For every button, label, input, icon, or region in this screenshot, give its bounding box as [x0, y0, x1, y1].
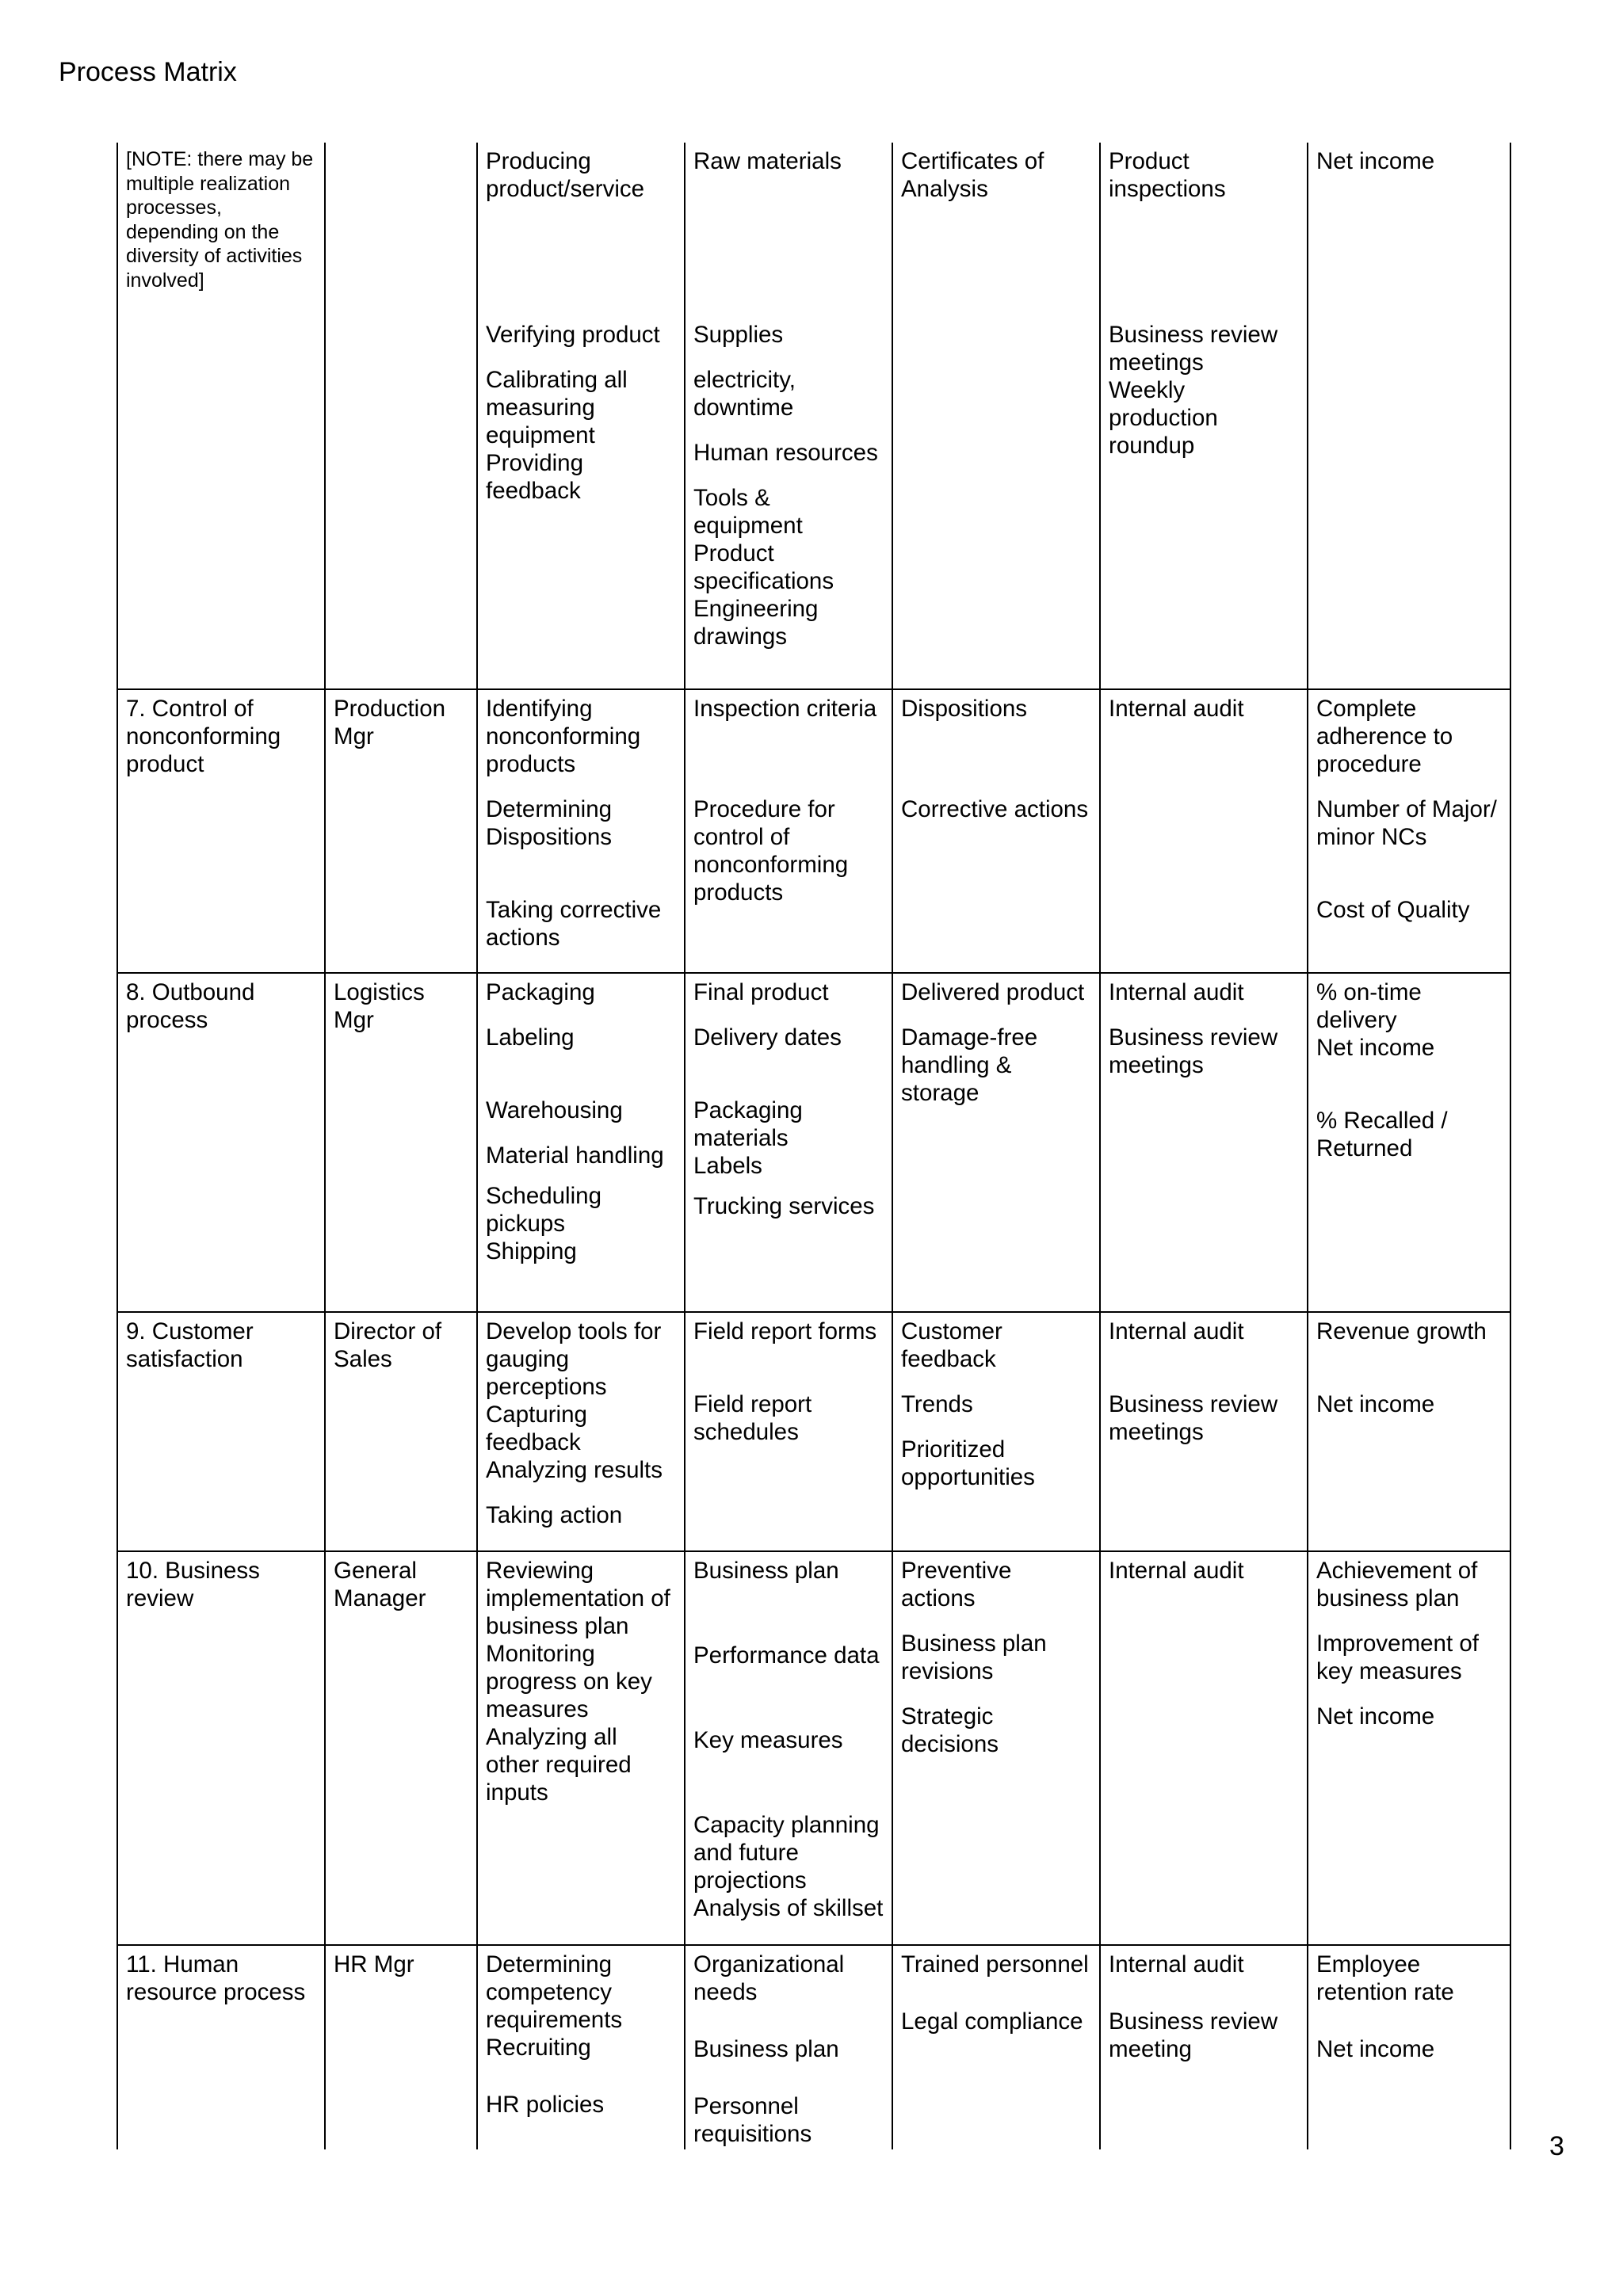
process-name-cell [117, 1945, 325, 2149]
table-row [117, 1312, 1510, 1551]
cell-entry: 7. Control of nonconforming product [126, 696, 281, 777]
outputs-cell [892, 689, 1100, 973]
cell-entry: Analyzing all other required inputs [486, 1724, 632, 1806]
inputs-cell [685, 1312, 892, 1551]
cell-entry: Net income [1316, 1391, 1435, 1417]
outputs-cell [892, 973, 1100, 1312]
cell-entry: Providing feedback [486, 450, 583, 504]
cell-entry: Capacity planning and future projections [693, 1812, 880, 1894]
measures-cell [1308, 689, 1510, 973]
cell-entry: Warehousing [486, 1097, 623, 1123]
activities-cell [477, 973, 685, 1312]
inputs-cell [685, 689, 892, 973]
cell-entry: Revenue growth [1316, 1318, 1487, 1344]
cell-entry: Employee retention rate [1316, 1951, 1454, 2005]
cell-entry: Strategic decisions [901, 1703, 999, 1757]
owner-cell [325, 1312, 477, 1551]
cell-entry: Develop tools for gauging perceptions [486, 1318, 662, 1400]
cell-entry: Material handling [486, 1142, 664, 1169]
cell-entry: Net income [1316, 148, 1435, 174]
cell-entry: % Recalled / Returned [1316, 1108, 1448, 1161]
process-name-cell [117, 143, 325, 689]
monitoring-cell [1100, 1945, 1308, 2149]
cell-entry: Analyzing results [486, 1457, 663, 1483]
measures-cell [1308, 143, 1510, 689]
cell-entry: Certificates of Analysis [901, 148, 1044, 202]
cell-entry: Procedure for control of nonconforming products [693, 796, 849, 906]
cell-entry: Business plan revisions [901, 1630, 1047, 1684]
cell-entry: Labels [693, 1153, 762, 1179]
cell-entry: Internal audit [1109, 1951, 1244, 1978]
cell-entry: Verifying product [486, 322, 660, 348]
cell-entry: Trucking services [693, 1193, 875, 1219]
cell-entry: Analysis of skillset [693, 1895, 884, 1921]
outputs-cell [892, 143, 1100, 689]
monitoring-cell [1100, 1551, 1308, 1945]
cell-entry: Achievement of business plan [1316, 1558, 1478, 1611]
cell-entry: Business review meetings [1109, 1391, 1278, 1445]
cell-entry: % on-time delivery [1316, 979, 1422, 1033]
owner-cell [325, 143, 477, 689]
owner-cell [325, 689, 477, 973]
cell-entry: Inspection criteria [693, 696, 877, 722]
owner-cell [325, 1945, 477, 2149]
table-row [117, 1945, 1510, 2149]
cell-entry: Net income [1316, 2036, 1435, 2062]
cell-entry: Business plan [693, 1558, 839, 1584]
cell-entry: Weekly production roundup [1109, 377, 1218, 459]
cell-entry: Key measures [693, 1727, 843, 1753]
outputs-cell [892, 1551, 1100, 1945]
cell-entry: Labeling [486, 1024, 575, 1051]
cell-entry: Scheduling pickups [486, 1183, 601, 1237]
cell-entry: Personnel requisitions [693, 2093, 812, 2147]
cell-entry: Taking corrective actions [486, 897, 662, 951]
cell-entry: Corrective actions [901, 796, 1089, 822]
cell-entry: Net income [1316, 1703, 1435, 1730]
cell-entry: Damage-free handling & storage [901, 1024, 1038, 1106]
process-name-cell [117, 1312, 325, 1551]
process-name-cell [117, 1551, 325, 1945]
cell-entry: Improvement of key measures [1316, 1630, 1479, 1684]
measures-cell [1308, 973, 1510, 1312]
cell-entry: Shipping [486, 1238, 577, 1264]
owner-cell [325, 1551, 477, 1945]
monitoring-cell [1100, 1312, 1308, 1551]
measures-cell [1308, 1312, 1510, 1551]
cell-entry: HR Mgr [334, 1951, 414, 1978]
activities-cell [477, 143, 685, 689]
cell-entry: Number of Major/ minor NCs [1316, 796, 1497, 850]
process-name-cell [117, 973, 325, 1312]
cell-entry: Packaging [486, 979, 595, 1005]
cell-entry: Internal audit [1109, 1558, 1244, 1584]
cell-entry: 8. Outbound process [126, 979, 255, 1033]
table-row [117, 689, 1510, 973]
inputs-cell [685, 1945, 892, 2149]
table-row [117, 973, 1510, 1312]
cell-entry: Business review meetings [1109, 1024, 1278, 1078]
cell-entry: Human resources [693, 440, 878, 466]
cell-entry: Delivery dates [693, 1024, 842, 1051]
note-text: [NOTE: there may be multiple realization processes, depending on the diversity of activities involved] [126, 148, 314, 292]
cell-entry: Supplies [693, 322, 784, 348]
cell-entry: Performance data [693, 1642, 880, 1669]
page-title: Process Matrix [59, 57, 237, 87]
cell-entry: Production Mgr [334, 696, 446, 749]
outputs-cell [892, 1312, 1100, 1551]
cell-entry: 10. Business review [126, 1558, 260, 1611]
cell-entry: Internal audit [1109, 979, 1244, 1005]
cell-entry: Tools & equipment [693, 485, 803, 539]
cell-entry: Field report forms [693, 1318, 877, 1344]
cell-entry: Calibrating all measuring equipment [486, 367, 628, 448]
cell-entry: Cost of Quality [1316, 897, 1470, 923]
cell-entry: electricity, downtime [693, 367, 796, 421]
monitoring-cell [1100, 143, 1308, 689]
cell-entry: Taking action [486, 1502, 623, 1528]
cell-entry: Determining Dispositions [486, 796, 613, 850]
cell-entry: General Manager [334, 1558, 426, 1611]
inputs-cell [685, 1551, 892, 1945]
cell-entry: 9. Customer satisfaction [126, 1318, 254, 1372]
monitoring-cell [1100, 973, 1308, 1312]
cell-entry: Preventive actions [901, 1558, 1012, 1611]
cell-entry: Engineering drawings [693, 596, 819, 650]
measures-cell [1308, 1945, 1510, 2149]
cell-entry: Trends [901, 1391, 973, 1417]
table-row [117, 143, 1510, 689]
monitoring-cell [1100, 689, 1308, 973]
cell-entry: Packaging materials [693, 1097, 803, 1151]
cell-entry: 11. Human resource process [126, 1951, 306, 2005]
cell-entry: Logistics Mgr [334, 979, 425, 1033]
cell-entry: Complete adherence to procedure [1316, 696, 1453, 777]
inputs-cell [685, 973, 892, 1312]
page-number: 3 [1549, 2131, 1564, 2161]
cell-entry: Raw materials [693, 148, 842, 174]
cell-entry: Dispositions [901, 696, 1028, 722]
cell-entry: Organizational needs [693, 1951, 845, 2005]
process-matrix-table [116, 143, 1511, 2149]
cell-entry: Business review meeting [1109, 2008, 1278, 2062]
cell-entry: Field report schedules [693, 1391, 812, 1445]
cell-entry: Trained personnel [901, 1951, 1089, 1978]
activities-cell [477, 1945, 685, 2149]
cell-entry: Customer feedback [901, 1318, 1002, 1372]
cell-entry: Recruiting [486, 2035, 591, 2061]
cell-entry: Business review meetings [1109, 322, 1278, 376]
cell-entry: Net income [1316, 1035, 1435, 1061]
cell-entry: Business plan [693, 2036, 839, 2062]
measures-cell [1308, 1551, 1510, 1945]
outputs-cell [892, 1945, 1100, 2149]
inputs-cell [685, 143, 892, 689]
cell-entry: Product specifications [693, 540, 834, 594]
cell-entry: Producing product/service [486, 148, 645, 202]
table-row [117, 1551, 1510, 1945]
cell-entry: Identifying nonconforming products [486, 696, 641, 777]
cell-entry: Capturing feedback [486, 1402, 587, 1455]
process-name-cell [117, 689, 325, 973]
cell-entry: Internal audit [1109, 696, 1244, 722]
cell-entry: Final product [693, 979, 829, 1005]
cell-entry: Director of Sales [334, 1318, 442, 1372]
cell-entry: Determining competency requirements [486, 1951, 623, 2033]
cell-entry: Legal compliance [901, 2008, 1083, 2035]
cell-entry: Product inspections [1109, 148, 1226, 202]
activities-cell [477, 689, 685, 973]
cell-entry: Reviewing implementation of business plan [486, 1558, 670, 1639]
cell-entry: Delivered product [901, 979, 1085, 1005]
owner-cell [325, 973, 477, 1312]
cell-entry: HR policies [486, 2092, 605, 2118]
cell-entry: Prioritized opportunities [901, 1436, 1035, 1490]
cell-entry: Monitoring progress on key measures [486, 1641, 652, 1722]
activities-cell [477, 1551, 685, 1945]
activities-cell [477, 1312, 685, 1551]
cell-entry: Internal audit [1109, 1318, 1244, 1344]
